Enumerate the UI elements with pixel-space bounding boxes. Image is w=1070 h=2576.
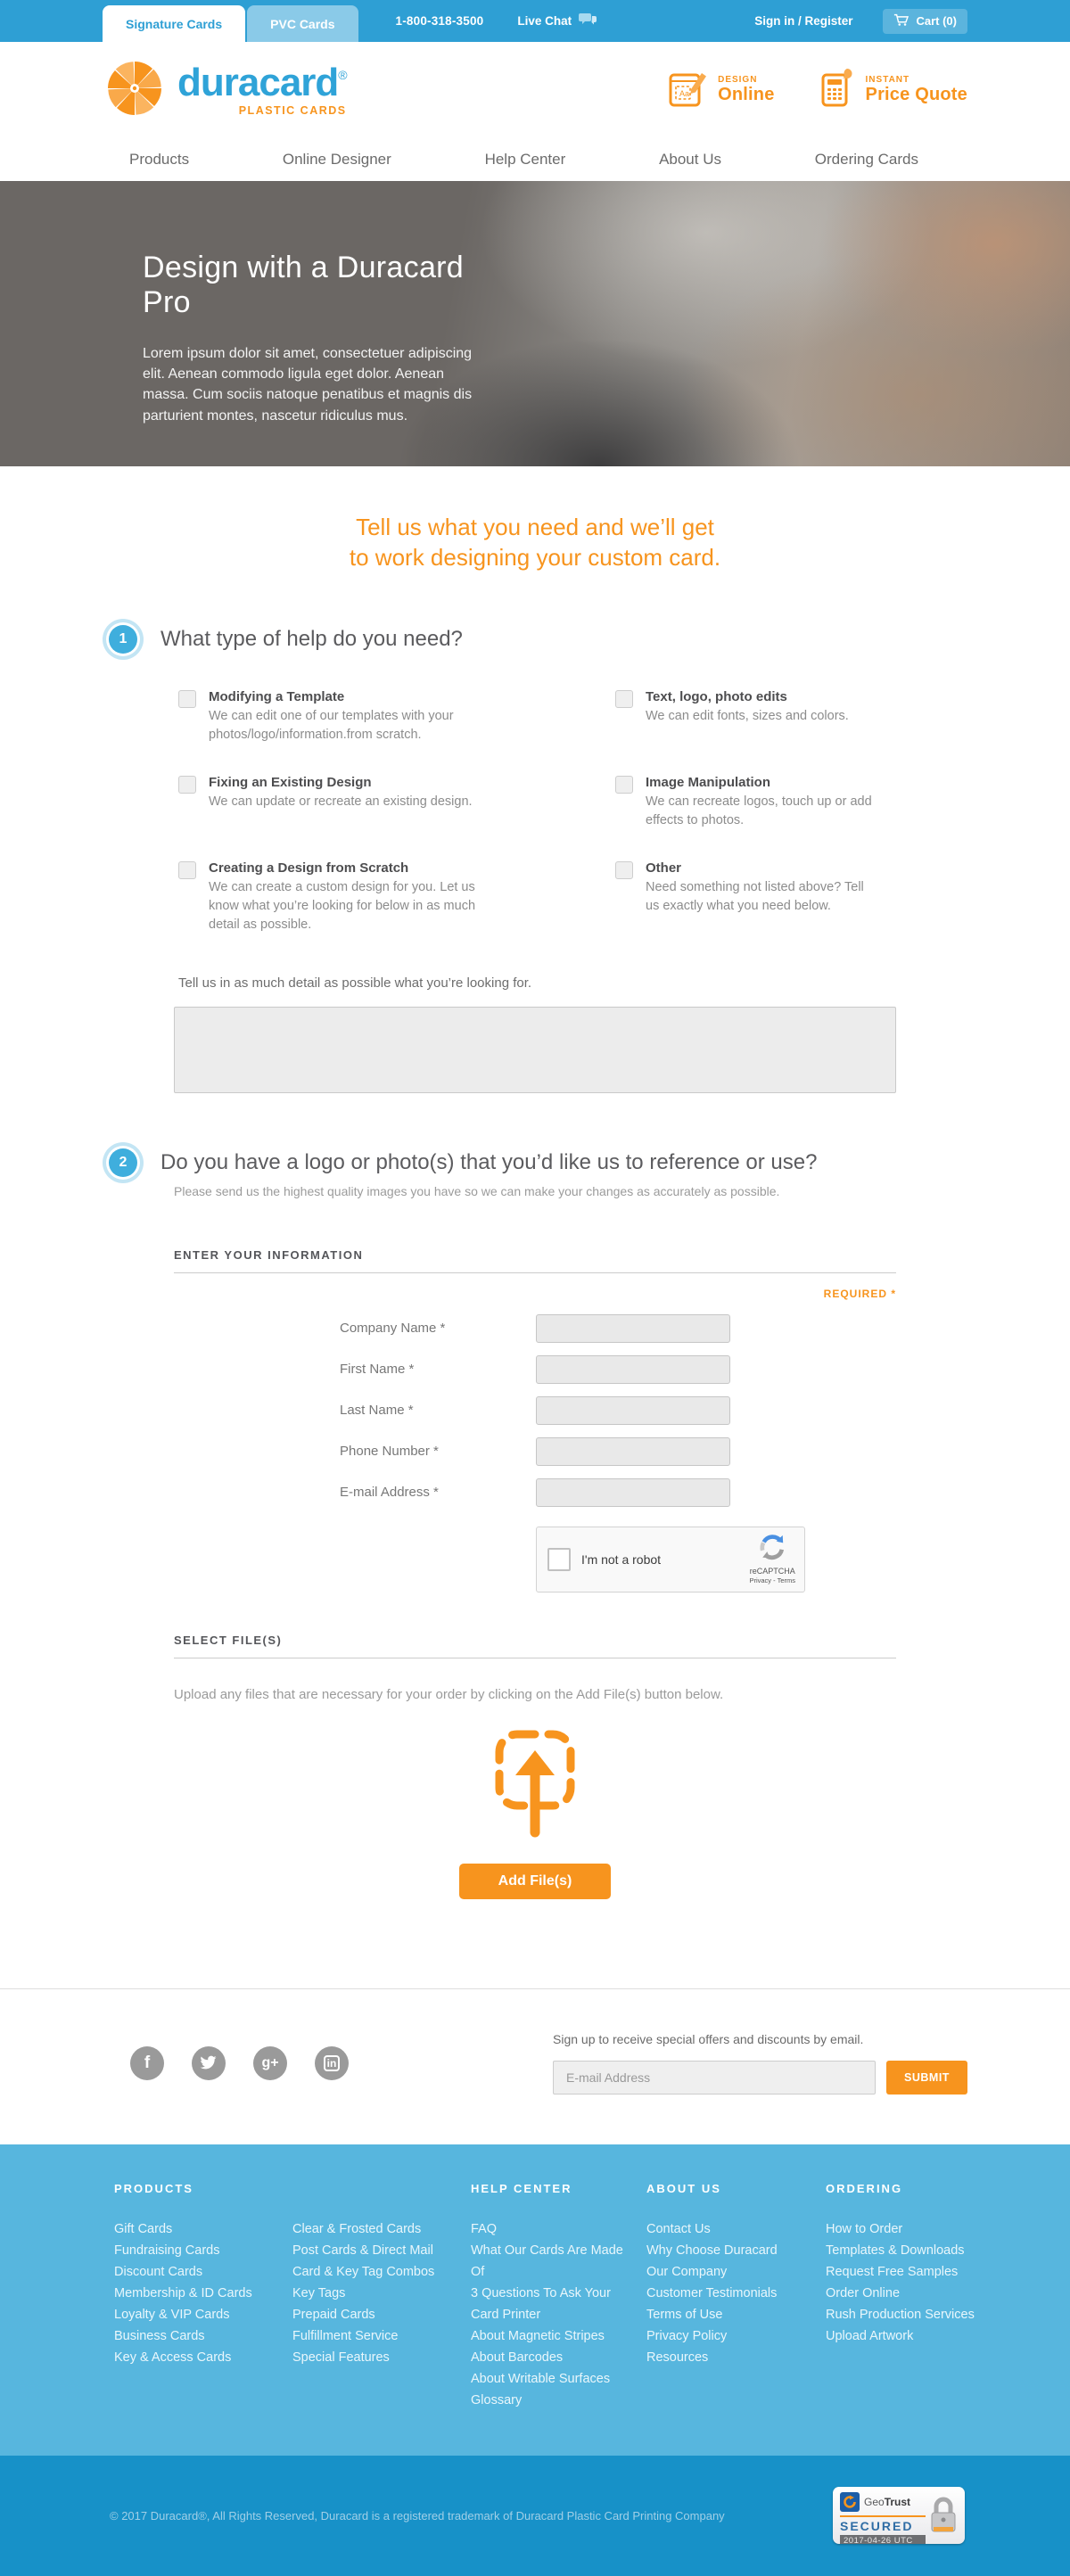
footer-help-heading: HELP CENTER — [471, 2181, 572, 2195]
footer-link[interactable]: Privacy Policy — [646, 2328, 728, 2343]
hero-title: Design with a Duracard Pro — [143, 251, 464, 319]
card-type-tabs — [103, 5, 358, 42]
footer-link[interactable]: Business Cards — [114, 2328, 205, 2343]
step-2-subtitle: Please send us the highest quality images you have so we can make your changes as accurately as possible. — [174, 1183, 780, 1198]
twitter-icon[interactable] — [192, 2046, 226, 2080]
geotrust-logo-icon — [840, 2492, 860, 2512]
step-2-badge: 2 — [109, 1148, 137, 1177]
design-online-link[interactable] — [668, 68, 774, 113]
nav-online-designer[interactable]: Online Designer — [282, 151, 391, 168]
form-row — [174, 1478, 896, 1507]
design-online-label: Online — [718, 85, 775, 104]
badge-divider — [840, 2515, 926, 2517]
nav-help-center[interactable]: Help Center — [484, 151, 566, 168]
footer-link[interactable]: About Writable Surfaces — [471, 2371, 611, 2386]
nav-products[interactable]: Products — [129, 151, 190, 168]
footer-link[interactable]: Request Free Samples — [826, 2264, 959, 2279]
footer-link[interactable]: About Barcodes — [471, 2350, 564, 2365]
cart-label: Cart (0) — [916, 14, 957, 28]
recaptcha-logo-icon — [759, 1534, 786, 1565]
first-name-label: First Name * — [340, 1362, 415, 1378]
footer-ordering-heading: ORDERING — [826, 2181, 903, 2195]
phone-number-label: Phone Number * — [340, 1444, 439, 1460]
chat-bubble-icon — [578, 12, 597, 29]
footer-link[interactable]: Contact Us — [646, 2221, 711, 2236]
form-row — [174, 1396, 896, 1425]
recaptcha-privacy-terms[interactable]: Privacy - Terms — [749, 1576, 795, 1585]
checkbox-image-manipulation[interactable] — [615, 776, 633, 794]
upload-instruction: Upload any files that are necessary for your order by clicking on the Add File(s) button below. — [174, 1686, 724, 1702]
section-divider — [174, 1272, 896, 1273]
checkbox-design-from-scratch[interactable] — [178, 861, 196, 879]
step-2-title: Do you have a logo or photo(s) that you’d like us to reference or use? — [160, 1149, 818, 1174]
option-design-from-scratch: Creating a Design from Scratch We can create a custom design for you. Let us know what you’re looking for below in as much detail as possible. — [178, 860, 615, 934]
footer-link[interactable]: Loyalty & VIP Cards — [114, 2307, 230, 2322]
required-indicator: REQUIRED * — [823, 1287, 896, 1300]
main-nav — [0, 138, 1070, 181]
footer-link[interactable]: Customer Testimonials — [646, 2285, 778, 2300]
footer-link[interactable]: 3 Questions To Ask Your Card Printer — [471, 2285, 611, 2322]
checkbox-modifying-template[interactable] — [178, 690, 196, 708]
intro-headline: Tell us what you need and we’ll get to work designing your custom card. — [349, 514, 721, 571]
phone-number-field[interactable] — [536, 1437, 730, 1466]
linkedin-icon[interactable]: in — [315, 2046, 349, 2080]
badge-date: 2017-04-26 UTC — [840, 2535, 926, 2544]
footer-link[interactable]: Post Cards & Direct Mail — [292, 2243, 433, 2258]
footer-link[interactable]: About Magnetic Stripes — [471, 2328, 605, 2343]
badge-secured-label: SECURED — [840, 2519, 914, 2534]
footer-link[interactable]: How to Order — [826, 2221, 903, 2236]
price-quote-label: Price Quote — [865, 85, 967, 104]
pinwheel-logo-icon — [103, 56, 167, 125]
footer-link[interactable]: Terms of Use — [646, 2307, 723, 2322]
live-chat-link[interactable] — [517, 12, 597, 29]
instant-price-quote-link[interactable] — [818, 68, 967, 113]
option-fixing-existing-design: Fixing an Existing Design We can update or recreate an existing design. — [178, 775, 615, 830]
hero-banner — [0, 181, 1070, 466]
help-type-options — [178, 689, 967, 934]
facebook-icon[interactable]: f — [130, 2046, 164, 2080]
company-name-label: Company Name * — [340, 1321, 446, 1337]
duracard-logo[interactable] — [103, 56, 347, 125]
company-name-field[interactable] — [536, 1314, 730, 1343]
footer-link[interactable]: Special Features — [292, 2350, 390, 2365]
site-footer — [0, 2144, 1070, 2456]
cart-button[interactable] — [883, 9, 967, 34]
footer-link[interactable]: Our Company — [646, 2264, 728, 2279]
step-1-badge: 1 — [109, 625, 137, 654]
detail-textarea[interactable] — [174, 1007, 896, 1093]
svg-text:Aa: Aa — [679, 88, 690, 98]
step-1-title: What type of help do you need? — [160, 626, 463, 651]
footer-link[interactable]: Key Tags — [292, 2285, 346, 2300]
footer-link[interactable]: Fundraising Cards — [114, 2243, 220, 2258]
registered-mark: ® — [338, 68, 347, 82]
nav-ordering-cards[interactable]: Ordering Cards — [814, 151, 918, 168]
last-name-field[interactable] — [536, 1396, 730, 1425]
option-text-logo-photo-edits: Text, logo, photo edits We can edit fonts, sizes and colors. — [615, 689, 967, 745]
tab-signature-cards[interactable]: Signature Cards — [103, 5, 245, 42]
footer-link[interactable]: Templates & Downloads — [826, 2243, 965, 2258]
footer-link[interactable]: Clear & Frosted Cards — [292, 2221, 422, 2236]
last-name-label: Last Name * — [340, 1403, 414, 1419]
price-quote-kicker: INSTANT — [865, 75, 910, 85]
checkbox-fixing-existing-design[interactable] — [178, 776, 196, 794]
recaptcha-label: I'm not a robot — [581, 1551, 662, 1567]
footer-link[interactable]: What Our Cards Are Made Of — [471, 2243, 623, 2279]
form-row — [174, 1314, 896, 1343]
copyright-text: © 2017 Duracard®, All Rights Reserved, Duracard is a registered trademark of Duracard Plastic Card Printing Company — [110, 2508, 725, 2523]
recaptcha-checkbox[interactable] — [547, 1548, 571, 1571]
design-online-icon — [668, 68, 709, 113]
recaptcha-brand: reCAPTCHA — [749, 1567, 795, 1576]
phone-number: 1-800-318-3500 — [395, 14, 484, 28]
google-plus-icon[interactable]: g+ — [253, 2046, 287, 2080]
form-row — [174, 1355, 896, 1384]
logo-tagline: PLASTIC CARDS — [238, 104, 347, 117]
email-address-label: E-mail Address * — [340, 1485, 439, 1501]
enter-information-heading: ENTER YOUR INFORMATION — [174, 1247, 364, 1262]
geotrust-secured-badge[interactable]: GeoTrust SECURED 2017-04-26 UTC — [833, 2487, 965, 2544]
sign-in-register-link[interactable]: Sign in / Register — [754, 14, 853, 28]
footer-link[interactable]: Card & Key Tag Combos — [292, 2264, 435, 2279]
footer-about-heading: ABOUT US — [646, 2181, 721, 2195]
checkbox-text-logo-photo-edits[interactable] — [615, 690, 633, 708]
bottom-bar — [0, 2456, 1070, 2576]
footer-link[interactable]: FAQ — [471, 2221, 498, 2236]
footer-link[interactable]: Why Choose Duracard — [646, 2243, 778, 2258]
price-quote-icon — [818, 68, 857, 113]
design-online-kicker: DESIGN — [718, 75, 758, 85]
footer-link[interactable]: Glossary — [471, 2392, 523, 2407]
select-files-heading: SELECT FILE(S) — [174, 1633, 283, 1647]
site-header — [0, 42, 1070, 138]
logo-wordmark: duracard® — [177, 61, 347, 104]
footer-link[interactable]: Key & Access Cards — [114, 2350, 232, 2365]
footer-link[interactable]: Upload Artwork — [826, 2328, 914, 2343]
footer-link[interactable]: Gift Cards — [114, 2221, 173, 2236]
footer-link[interactable]: Order Online — [826, 2285, 901, 2300]
social-icons — [130, 2046, 349, 2080]
live-chat-label: Live Chat — [517, 14, 572, 28]
tab-pvc-cards[interactable]: PVC Cards — [247, 5, 358, 42]
option-image-manipulation: Image Manipulation We can recreate logos, touch up or add effects to photos. — [615, 775, 967, 830]
footer-link[interactable]: Rush Production Services — [826, 2307, 975, 2322]
detail-textarea-label: Tell us in as much detail as possible what you’re looking for. — [178, 975, 532, 991]
footer-link[interactable]: Fulfillment Service — [292, 2328, 399, 2343]
recaptcha-widget — [536, 1527, 805, 1593]
footer-link[interactable]: Membership & ID Cards — [114, 2285, 252, 2300]
form-row — [174, 1437, 896, 1466]
first-name-field[interactable] — [536, 1355, 730, 1384]
top-bar — [0, 0, 1070, 42]
newsletter-text: Sign up to receive special offers and discounts by email. — [553, 2031, 864, 2046]
add-files-button[interactable]: Add File(s) — [459, 1864, 611, 1899]
footer-products-heading: PRODUCTS — [114, 2181, 193, 2195]
email-address-field[interactable] — [536, 1478, 730, 1507]
cart-icon — [893, 13, 910, 29]
upload-icon — [489, 1828, 581, 1843]
checkbox-other[interactable] — [615, 861, 633, 879]
footer-link[interactable]: Discount Cards — [114, 2264, 203, 2279]
footer-link[interactable]: Prepaid Cards — [292, 2307, 375, 2322]
footer-link[interactable]: Resources — [646, 2350, 709, 2365]
newsletter-email-input[interactable] — [553, 2061, 876, 2095]
nav-about-us[interactable]: About Us — [659, 151, 721, 168]
padlock-icon — [927, 2494, 959, 2541]
option-modifying-template: Modifying a Template We can edit one of our templates with your photos/logo/information.from scratch. — [178, 689, 615, 745]
option-other: Other Need something not listed above? Tell us exactly what you need below. — [615, 860, 967, 934]
hero-body: Lorem ipsum dolor sit amet, consectetuer adipiscing elit. Aenean commodo ligula eget dolor. Aenean massa. Cum sociis natoque penatibus et magnis dis parturient montes, nascetur ridiculus mus. — [143, 346, 473, 424]
newsletter-submit-button[interactable]: SUBMIT — [886, 2061, 967, 2095]
